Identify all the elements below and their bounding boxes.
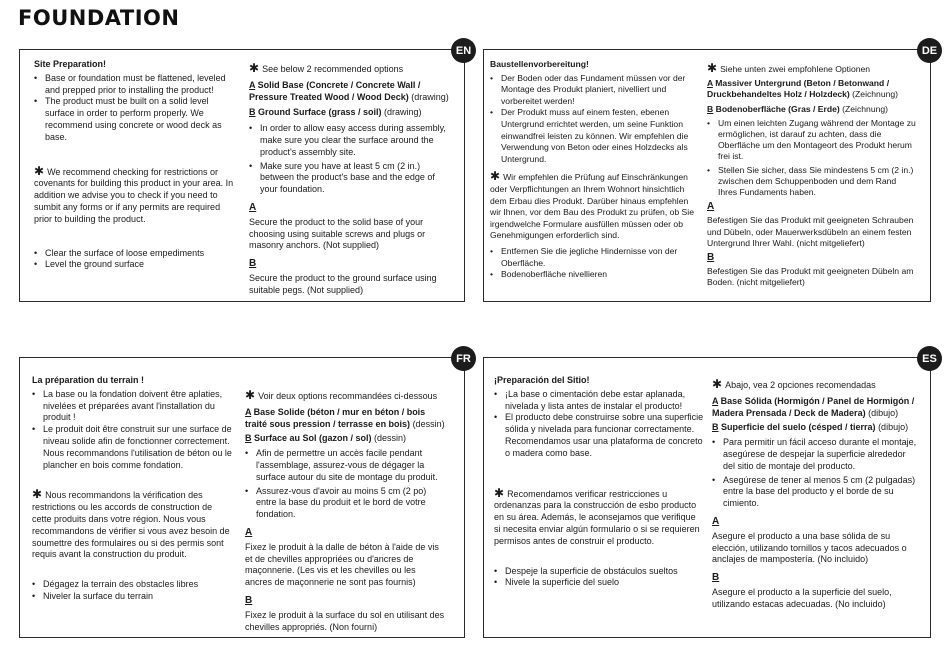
de-option-a: A Massiver Untergrund (Beton / Betonwand / Druckbehandeltes Holz / Holzdeck) (Zeichnung) [707, 78, 899, 100]
en-option-b: B Ground Surface (grass / soil) (drawing) [249, 107, 422, 118]
de-label-b: B [707, 252, 715, 264]
fr-option-b: B Surface au Sol (gazon / sol) (dessin) [245, 433, 407, 444]
es-label-a: A [712, 515, 720, 527]
en-note: ✱ We recommend checking for restrictions or covenants for building this product in your area. In addition we advise you to check if you need to sumbit any forms or if any permits are required prior to building the product. [34, 163, 234, 224]
lang-badge-fr: FR [451, 346, 476, 371]
fr-right-column [245, 390, 445, 633]
fr-bullet-6: • Assurez-vous d'avoir au moins 5 cm (2 po) entre la base du produit et le bord de votre fondation. [245, 486, 445, 521]
es-bullet-1: • ¡La base o cimentación debe estar aplanada, nivelada y lista antes de instalar el producto! [494, 389, 704, 413]
fr-label-b: B [245, 594, 253, 606]
en-option-a: A Solid Base (Concrete / Concrete Wall / Pressure Treated Wood / Wood Deck) (drawing) [249, 79, 449, 102]
es-see-options: ✱ Abajo, vea 2 opciones recomendadas [712, 377, 876, 391]
fr-option-a: A Base Solide (béton / mur en béton / bois traité sous pression / terrasse en bois) (dessin) [245, 406, 445, 429]
en-text-a: Secure the product to the solid base of your choosing using suitable screws and plugs or masonry anchors. (Not supplied) [249, 216, 426, 251]
es-bullet-2: • El producto debe construirse sobre una superficie sólida y nivelada para funcionar correctamente. Recomendamos usar una plataforma de concreto o madera como base. [494, 412, 704, 459]
de-right-column [707, 63, 917, 289]
de-see-options: ✱ Siehe unten zwei empfohlene Optionen [707, 61, 871, 75]
en-bullet-5: • In order to allow easy access during assembly, make sure you clear the surface around the product's assembly site. [249, 123, 449, 158]
fr-bullet-3: • Dégagez la terrain des obstacles libres [32, 579, 232, 591]
en-bullet-6: • Make sure you have at least 5 cm (2 in.) between the product's base and the edge of your foundation. [249, 161, 449, 196]
en-label-b: B [249, 258, 257, 270]
fr-bullet-1: • La base ou la fondation doivent être aplaties, nivelées et préparées avant l'installation du produit ! [32, 389, 232, 424]
es-bullet-6: • Asegúrese de tener al menos 5 cm (2 pulgadas) entre la base del producto y el borde de su cimiento. [712, 475, 917, 510]
de-bullet-6: • Stellen Sie sicher, dass Sie mindestens 5 cm (2 in.) zwischen dem Schuppenboden und dem Rand Ihres Fundaments haben. [707, 165, 917, 199]
de-bullet-5: • Um einen leichten Zugang während der Montage zu ermöglichen, ist darauf zu achten, dass die Oberfläche um den Montageort des Produkt herum frei ist. [707, 118, 917, 163]
es-text-a: Asegure el producto a una base sólida de su elección, utilizando tornillos y tacos adecuados o anclajes de mampostería. (No incluido) [712, 530, 907, 565]
en-bullet-4: • Level the ground surface [34, 259, 234, 271]
es-right-column [712, 379, 917, 611]
asterisk-icon: ✱ [712, 377, 723, 391]
fr-text-a: Fixez le produit à la dalle de béton à l'aide de vis et de chevilles appropriées ou d'ancres de maçonnerie. (Les vis et les chevilles ou les ancres de maçonnerie ne sont pas fournis) [245, 541, 439, 588]
de-bullet-3: • Entfernen Sie die jegliche Hindernisse von der Oberfläche. [490, 246, 698, 269]
es-note: ✱ Recomendamos verificar restricciones u ordenanzas para la construcción de esbo producto en su área. Además, le aconsejamos que verifique si necesita enviar algún formulario o si se requieren permisos antes de construir el producto. [494, 485, 700, 546]
asterisk-icon: ✱ [34, 163, 45, 178]
fr-bullet-4: • Niveler la surface du terrain [32, 591, 232, 603]
en-bullet-2: • The product must be built on a solid level surface in order to perform properly. We recommend using concrete or wood deck as base. [34, 96, 234, 143]
fr-note: ✱ Nous recommandons la vérification des restrictions ou les accords de construction de cette produits dans votre région. Nous vous recommandons de vérifier si vous avez besoin de soumettre des formulaires ou si des permis sont requis avant la construction du produit. [32, 487, 230, 560]
de-option-b: B Bodenoberfläche (Gras / Erde) (Zeichnung) [707, 103, 889, 114]
lang-badge-es: ES [917, 346, 942, 371]
en-see-options: ✱ See below 2 recommended options [249, 61, 404, 75]
en-heading: Site Preparation! [34, 59, 107, 69]
es-left-column [494, 375, 704, 589]
es-text-b: Asegure el producto a la superficie del suelo, utilizando estacas adecuadas. (No incluido) [712, 586, 892, 609]
de-bullet-1: • Der Boden oder das Fundament müssen vor der Montage des Produkt planiert, nivelliert und vorbereitet werden! [490, 73, 698, 108]
panel-en [19, 44, 472, 302]
de-left-column [490, 59, 698, 281]
de-text-b: Befestigen Sie das Produkt mit geeigneten Dübeln am Boden. (nicht mitgeliefert) [707, 266, 914, 288]
asterisk-icon: ✱ [707, 61, 718, 75]
fr-label-a: A [245, 526, 253, 538]
es-option-b: B Superficie del suelo (césped / tierra) (dibujo) [712, 422, 909, 433]
en-left-column [34, 59, 234, 271]
asterisk-icon: ✱ [245, 388, 256, 402]
de-heading: Baustellenvorbereitung! [490, 59, 589, 69]
en-label-a: A [249, 201, 257, 213]
de-bullet-2: • Der Produkt muss auf einem festen, ebenen Untergrund errichtet werden, um seine Funktion einwandfrei leisten zu können. Wir empfehlen die Verwendung von Beton oder eines Holzdecks als Untergrund. [490, 107, 698, 165]
panel-de [483, 44, 938, 302]
asterisk-icon: ✱ [494, 485, 505, 500]
fr-see-options: ✱ Voir deux options recommandées ci-dessous [245, 388, 438, 402]
es-bullet-4: • Nivele la superficie del suelo [494, 577, 704, 589]
es-label-b: B [712, 572, 720, 584]
de-bullet-4: • Bodenoberfläche nivellieren [490, 269, 698, 281]
en-bullet-1: • Base or foundation must be flattened, leveled and prepped prior to installing the product! [34, 73, 234, 97]
de-note: ✱ Wir empfehlen die Prüfung auf Einschränkungen oder Verpflichtungen an Ihrem Wohnort hinsichtlich dem Erbau dies Produkt. Darüber hinaus empfehlen wir Ihnen, vor dem Bau des Produkt zu prüfen, ob Sie irgendwelche Formulare ausfüllen müssen oder ob Genehmigungen erforderlich sind. [490, 169, 694, 241]
asterisk-icon: ✱ [490, 169, 501, 184]
asterisk-icon: ✱ [32, 487, 43, 502]
lang-badge-en: EN [451, 38, 476, 63]
de-text-a: Befestigen Sie das Produkt mit geeigneten Schrauben und Dübeln, oder Mauerwerksdübeln an einem festen Untergrund Ihrer Wahl. (nicht mitgeliefert) [707, 215, 914, 248]
en-bullet-3: • Clear the surface of loose empediments [34, 248, 234, 260]
de-label-a: A [707, 201, 715, 213]
lang-badge-de: DE [917, 38, 942, 63]
es-option-a: A Base Sólida (Hormigón / Panel de Hormigón / Madera Prensada / Deck de Madera) (dibujo) [712, 395, 915, 418]
fr-heading: La préparation du terrain ! [32, 375, 145, 385]
es-bullet-5: • Para permitir un fácil acceso durante el montaje, asegúrese de despejar la superficie alrededor del sitio de montaje del producto. [712, 437, 917, 472]
panel-es [483, 352, 937, 638]
fr-text-b: Fixez le produit à la surface du sol en utilisant des chevilles appropriés. (Non fourni) [245, 609, 445, 632]
en-right-column [249, 63, 449, 297]
page-title: FOUNDATION [18, 6, 180, 30]
panel-fr [19, 352, 471, 638]
es-heading: ¡Preparación del Sitio! [494, 375, 590, 385]
es-bullet-3: • Despeje la superficie de obstáculos sueltos [494, 566, 704, 578]
fr-left-column [32, 375, 232, 603]
fr-bullet-2: • Le produit doit être construit sur une surface de niveau solide afin de fonctionner correctement. Nous recommandons l'utilisation de béton ou le plancher en bois comme fondation. [32, 424, 232, 471]
asterisk-icon: ✱ [249, 61, 260, 75]
en-text-b: Secure the product to the ground surface using suitable pegs. (Not supplied) [249, 272, 437, 295]
fr-bullet-5: • Afin de permettre un accès facile pendant l'assemblage, assurez-vous de dégager la surface autour du site de montage du produit. [245, 448, 445, 483]
